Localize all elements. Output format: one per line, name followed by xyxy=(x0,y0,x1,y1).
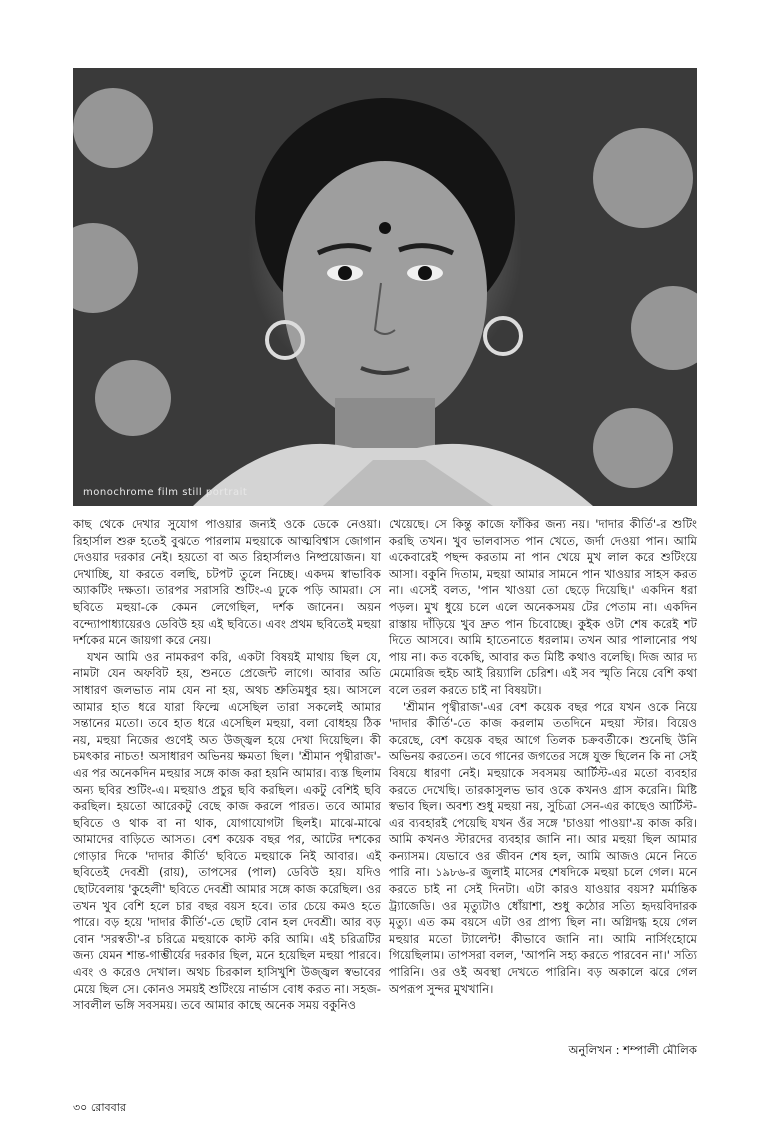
portrait-illustration xyxy=(73,68,697,506)
right-paragraph-1: খেয়েছে। সে কিন্তু কাজে ফাঁকির জন্য নয়। 'দাদার কীর্তি'-র শুটিং করছি তখন। খুব ভালবাসত পান খেতে, জর্দা দেওয়া পান। আমি একেবারেই পছন্দ করতাম না পান খেয়ে মুখ লাল করে শুটিংয়ে আসা। বকুনি দিতাম, মহুয়া আমার সামনে পান খাওয়ার সাহস করত না। এসেই বলত, 'পান খাওয়া তো ছেড়ে দিয়েছি।' একদিন ধরা পড়ল। মুখ ধুয়ে চলে এলে অনেকসময় টের পেতাম না। একদিন রাস্তায় দাঁড়িয়ে খুব দ্রুত পান চিবোচ্ছে। কুইক ওটা শেষ করেই শট দিতে আসবে। আমি হাতেনাতে ধরলাম। তখন আর পালানোর পথ পায় না। কত বকেছি, আবার কত মিষ্টি কথাও বলেছি। দিজ আর দ্য মেমোরিজ হুইচ আই রিয়্যালি চেরিশ। এই সব স্মৃতি নিয়ে বেশি কথা বলে তরল করতে চাই না বিষয়টা। xyxy=(389,517,697,697)
page-number: ৩০ xyxy=(73,1101,88,1114)
portrait-photo xyxy=(73,68,697,506)
right-column xyxy=(389,516,697,997)
right-paragraph-2: 'শ্রীমান পৃথ্বীরাজ'-এর বেশ কয়েক বছর পরে যখন ওকে নিয়ে 'দাদার কীর্তি'-তে কাজ করলাম ততদিনে মহুয়া স্টার। বিয়েও করেছে, বেশ কয়েক বছর আগে তিলক চক্রবর্তীকে। শুনেছি উনি অভিনয় করতেন। তবে গানের জগতের সঙ্গে যুক্ত ছিলেন কি না সেই বিষয়ে ধারণা নেই। মহুয়াকে সবসময় আর্টিস্ট-এর মতো ব্যবহার করতে দেখেছি। তারকাসুলভ ভাব ওকে কখনও গ্রাস করেনি। মিষ্টি স্বভাব ছিল। অবশ্য শুধু মহুয়া নয়, সুচিত্রা সেন-এর কাছেও আর্টিস্ট-এর ব্যবহারই পেয়েছি যখন ওঁর সঙ্গে 'চাওয়া পাওয়া'-য় কাজ করি। আমি কখনও স্টারদের ব্যবহার জানি না। আর মহুয়া ছিল আমার কন্যাসম। যেভাবে ওর জীবন শেষ হল, আমি আজও মেনে নিতে পারি না। ১৯৮৬-র জুলাই মাসের শেষদিকে মহুয়া চলে গেল। মনে করতে চাই না সেই দিনটা। এটা কারও যাওয়ার বয়স? মর্মান্তিক ট্র্যাজেডি। ওর মৃত্যুটাও ধোঁয়াশা, শুধু কঠোর সত্যি হৃদয়বিদারক মৃত্যু। এত কম বয়সে এটা ওর প্রাপ্য ছিল না। অগ্নিদগ্ধ হয়ে গেল মহুয়ার মতো ট্যালেন্ট! কীভাবে জানি না। আমি নার্সিংহোমে গিয়েছিলাম। তাপসরা বলল, 'আপনি সহ্য করতে পারবেন না।' সত্যি পারিনি। ওর ওই অবস্থা দেখতে পারিনি। বড় অকালে ঝরে গেল অপরূপ সুন্দর মুখখানি। xyxy=(389,699,697,996)
left-paragraph-2: যখন আমি ওর নামকরণ করি, একটা বিষয়ই মাথায় ছিল যে, নামটা যেন অফবিট হয়, শুনতে প্রেজেন্ট লাগে। আবার অতি সাধারণ জলভাত নাম যেন না হয়, অথচ শ্রুতিমধুর হয়। আসলে আমার হাত ধরে যারা ফিল্মে এসেছিল তারা সকলেই আমার সন্তানের মতো। তবে হাত ধরে এসেছিল মহুয়া, বলা বোধহয় ঠিক নয়, মহুয়া নিজের গুণেই অত উজ্জ্বল হয়ে দেখা দিয়েছিল। কী চমৎকার নাচত! অসাধারণ অভিনয় ক্ষমতা ছিল। 'শ্রীমান পৃথ্বীরাজ'-এর পর অনেকদিন মহুয়ার সঙ্গে কাজ করা হয়নি আমার। ব্যস্ত ছিলাম অন্য ছবির শুটিং-এ। মহুয়াও প্রচুর ছবি করছিল। একটু বেশিই ছবি করছিল। হয়তো আরেকটু বেছে কাজ করলে পারত। তবে আমার ছবিতে ও থাক বা না থাক, যোগাযোগটা ছিলই। মাঝে-মাঝে আমাদের বাড়িতে আসত। বেশ কয়েক বছর পর, আটের দশকের গোড়ার দিকে 'দাদার কীর্তি' ছবিতে মহুয়াকে নিই আবার। এই ছবিতেই দেবশ্রী (রায়), তাপসের (পাল) ডেবিউ হয়। যদিও ছোটবেলায় 'কুহেলী' ছবিতে দেবশ্রী আমার সঙ্গে কাজ করেছিল। ওর তখন খুব বেশি হলে চার বছর বয়স হবে। তার চেয়ে কমও হতে পারে। বড় হয়ে 'দাদার কীর্তি'-তে ছোট বোন হল দেবশ্রী। আর বড় বোন 'সরস্বতী'-র চরিত্রে মহুয়াকে কাস্ট করি আমি। এই চরিত্রটির জন্য যেমন শান্ত-গাম্ভীর্যের দরকার ছিল, মনে হয়েছিল মহুয়া পারবে। এবং ও করেও দেখাল। অথচ চিরকাল হাসিখুশি উজ্জ্বল স্বভাবের মেয়ে ছিল সে। কোনও সময়ই শুটিংয়ে নার্ভাস বোধ করত না। সহজ-সাবলীল ভঙ্গি সবসময়। তবে আমার কাছে অনেক সময় বকুনিও xyxy=(73,649,381,1013)
transcription-credit: অনুলিখন : শম্পালী মৌলিক xyxy=(568,1043,697,1057)
page-footer xyxy=(73,1099,126,1118)
left-paragraph-1: কাছ থেকে দেখার সুযোগ পাওয়ার জন্যই ওকে ডেকে নেওয়া। রিহার্সাল শুরু হতেই বুঝতে পারলাম মহুয়াকে আত্মবিশ্বাস জোগান দেওয়ার দরকার নেই। হয়তো বা অত রিহার্সালও নিষ্প্রয়োজন। যা দেখাচ্ছি, যা করতে বলছি, চটপট তুলে নিচ্ছে। একদম স্বাভাবিক অ্যাকটিং দক্ষতা। তারপর সরাসরি শুটিং-এ ঢুকে পড়ি আমরা। সে ছবিতে মহুয়া-কে কেমন লেগেছিল, দর্শক জানেন। অয়ন বন্দ্যোপাধ্যায়েরও ডেবিউ হয় এই ছবিতে। এবং প্রথম ছবিতেই মহুয়া দর্শকের মনে জায়গা করে নেয়। xyxy=(73,517,381,648)
magazine-name: রোববার xyxy=(90,1101,127,1114)
left-column xyxy=(73,516,381,1014)
photo-caption: monochrome film still portrait xyxy=(83,487,248,498)
